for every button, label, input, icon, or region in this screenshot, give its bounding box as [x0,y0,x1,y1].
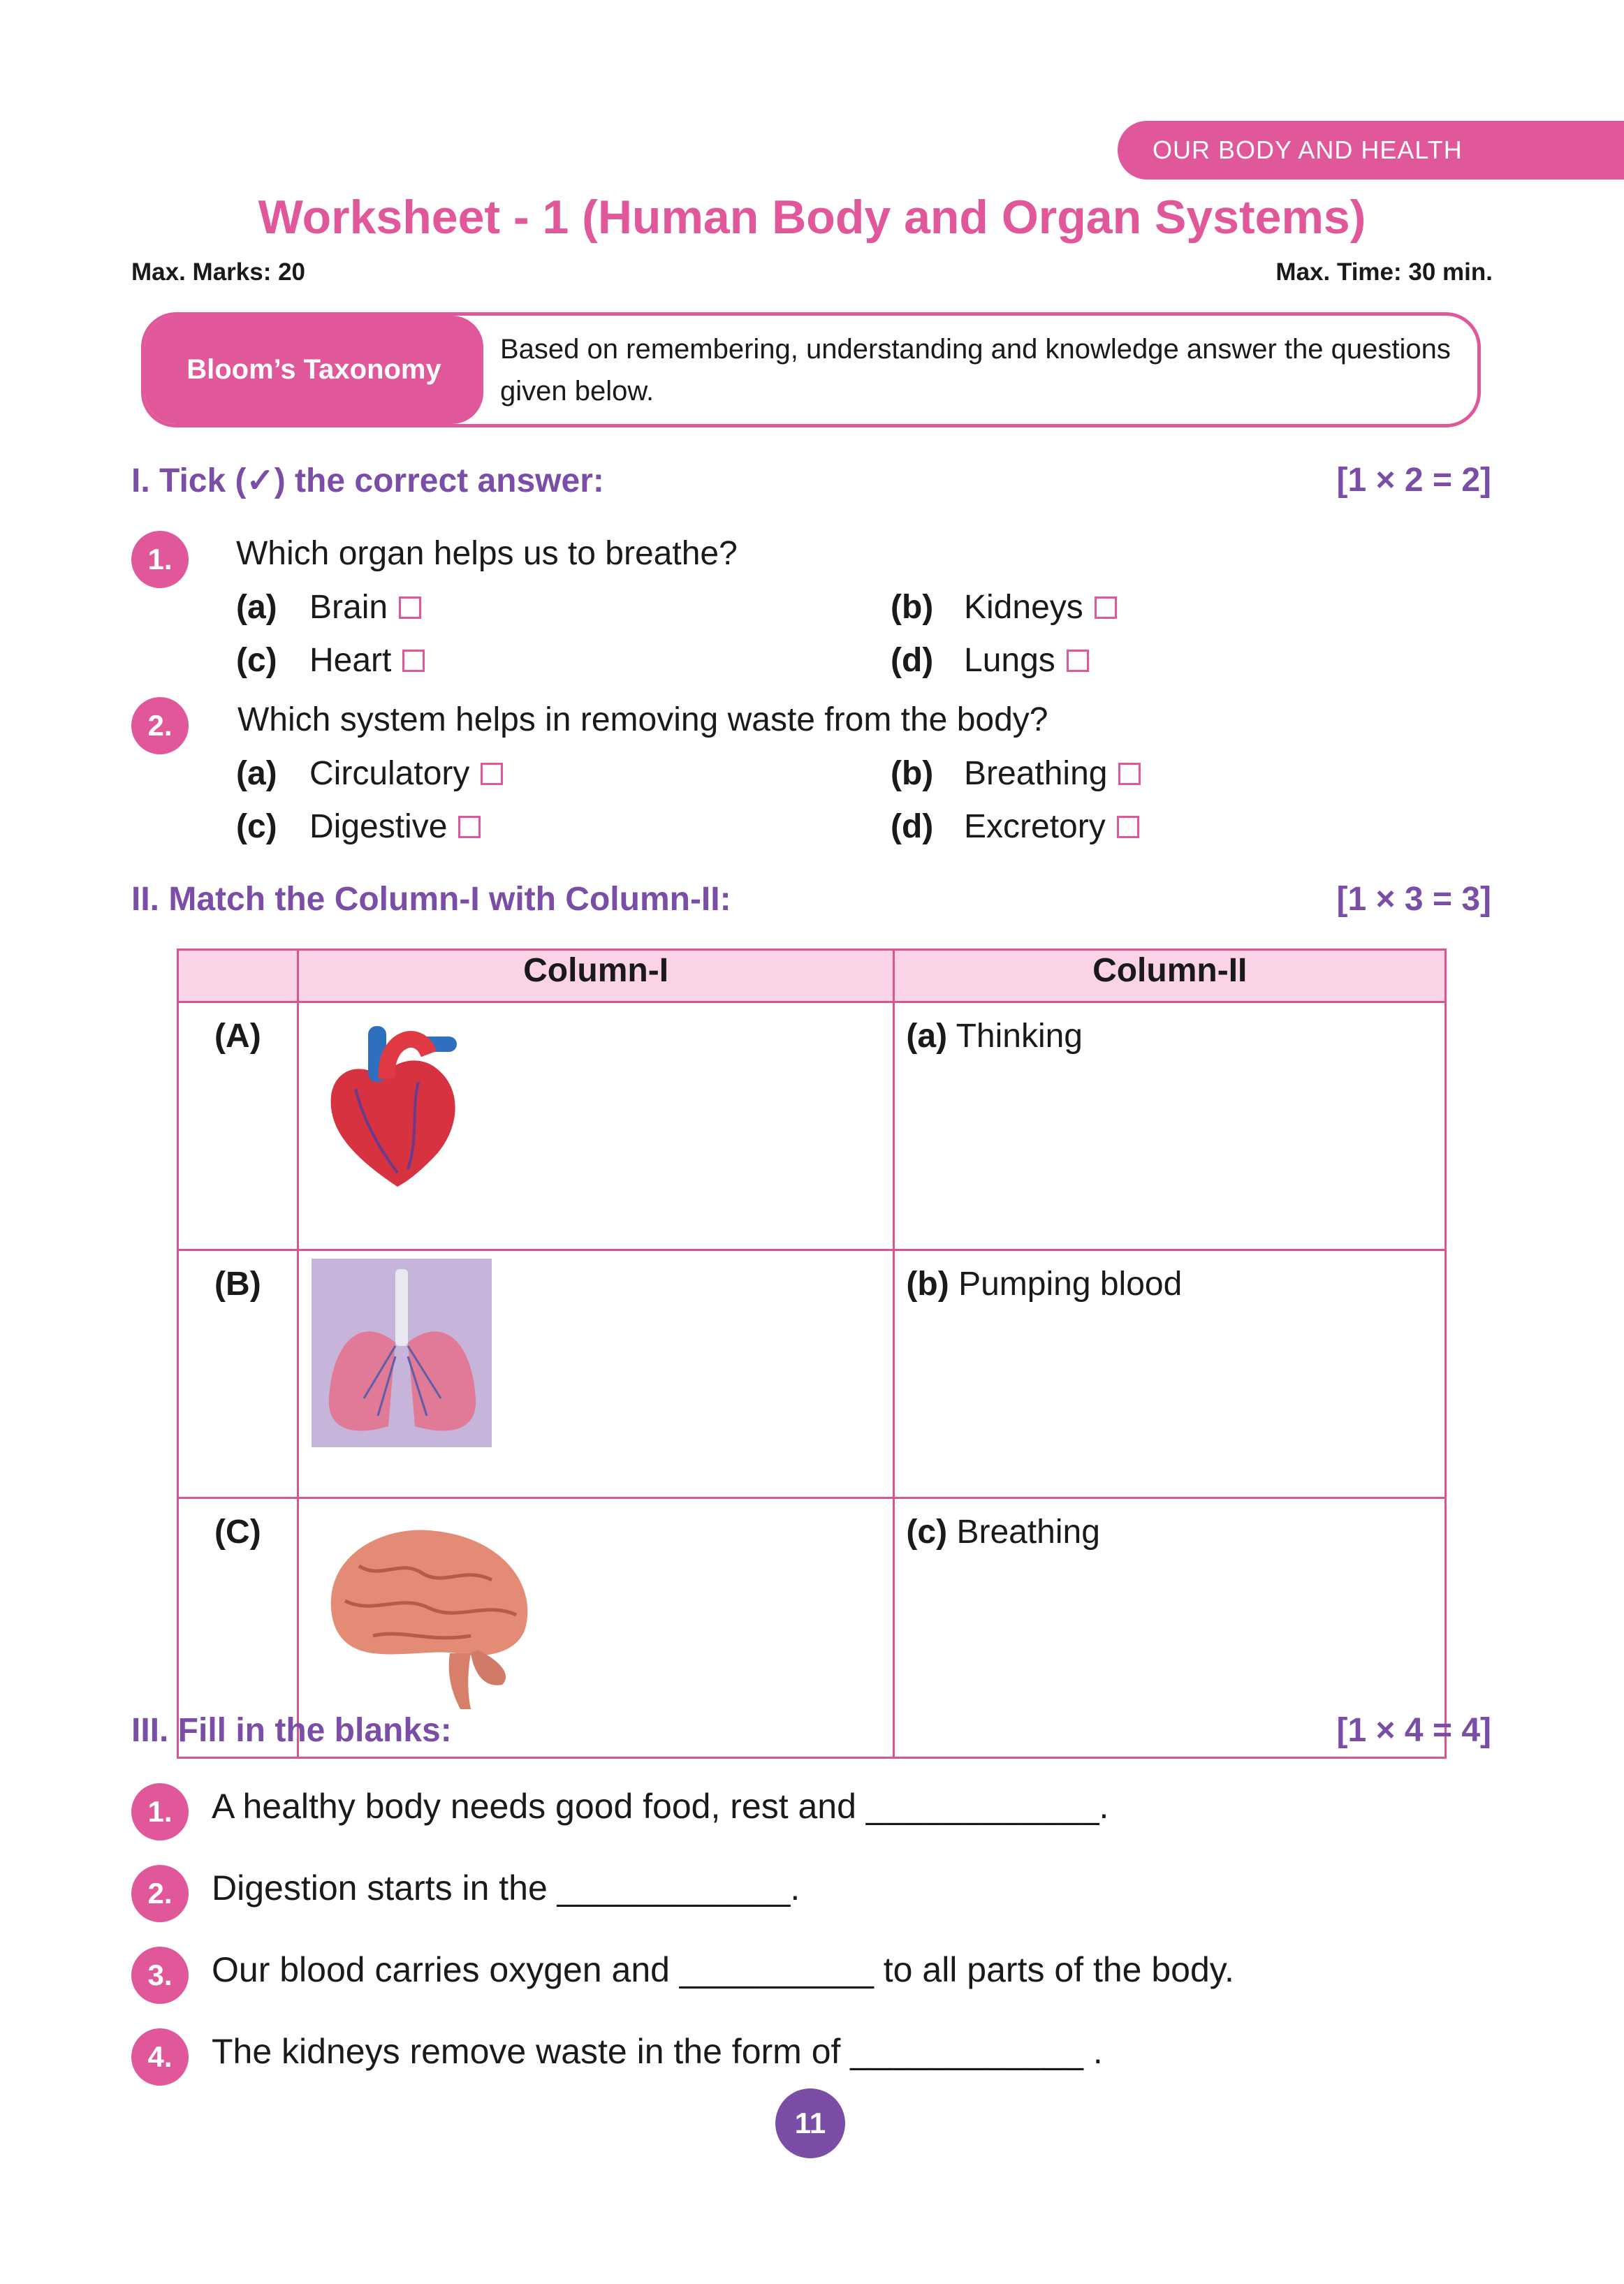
fill-blank-item: The kidneys remove waste in the form of ____________ . [212,2032,1103,2071]
answer-label: (b) [906,1266,949,1303]
lungs-image-cell [298,1250,894,1498]
fill-blank-item: Digestion starts in the ____________. [212,1868,800,1908]
blooms-taxonomy-box [141,312,1481,427]
question-number: 2. [131,697,189,754]
blank-header [178,950,298,1002]
answer-text: Breathing [956,1514,1100,1551]
option-text: Lungs [964,642,1055,679]
item-number: 3. [131,1947,189,2004]
answer-text: Pumping blood [958,1266,1183,1303]
option [236,807,481,846]
lungs-illustration [312,1259,492,1447]
section-2-marks: [1 × 3 = 3] [1336,881,1491,918]
option [891,807,1139,846]
option-text: Kidneys [964,589,1083,626]
option-text: Circulatory [309,755,470,792]
fill-blank-item: A healthy body needs good food, rest and ____________. [212,1787,1109,1826]
heart-image-cell [298,1002,894,1250]
table-header-row [178,950,1446,1002]
row-label: (A) [178,1002,298,1250]
section-2-title: II. Match the Column-I with Column-II: [131,881,731,918]
option [891,588,1117,627]
checkbox[interactable] [402,650,425,672]
max-marks: Max. Marks: 20 [131,258,306,286]
answer-label: (c) [906,1514,948,1551]
answer-label: (a) [906,1018,948,1055]
answer-cell [894,1002,1446,1250]
fill-blank-item: Our blood carries oxygen and __________ to all parts of the body. [212,1950,1234,1989]
option-label: (a) [236,755,277,792]
option-label: (c) [236,808,277,845]
heart-illustration [314,1012,481,1194]
option-label: (d) [891,808,934,845]
match-table [177,949,1447,1759]
question-text: Which system helps in removing waste from the body? [237,701,1048,738]
option-text: Digestive [309,808,448,845]
column-2-header: Column-II [894,950,1446,1002]
question-number: 1. [131,531,189,588]
option-label: (b) [891,589,934,626]
option-label: (a) [236,589,277,626]
option [236,588,421,627]
checkbox[interactable] [1117,816,1139,838]
option [891,754,1141,793]
option-text: Heart [309,642,392,679]
option [891,641,1089,680]
item-number: 1. [131,1783,189,1840]
answer-text: Thinking [956,1018,1083,1055]
option-text: Breathing [964,755,1108,792]
section-1-marks: [1 × 2 = 2] [1336,462,1491,499]
table-row [178,1002,1446,1250]
chapter-tag: OUR BODY AND HEALTH [1118,121,1624,180]
answer-cell [894,1250,1446,1498]
column-1-header: Column-I [298,950,894,1002]
option-text: Brain [309,589,388,626]
option-label: (b) [891,755,934,792]
row-label: (C) [178,1498,298,1758]
option [236,754,503,793]
option-text: Excretory [964,808,1106,845]
question-text: Which organ helps us to breathe? [236,535,738,572]
checkbox[interactable] [1095,596,1117,619]
table-row [178,1250,1446,1498]
checkbox[interactable] [458,816,481,838]
page-number: 11 [775,2088,845,2158]
option-label: (d) [891,642,934,679]
checkbox[interactable] [399,596,421,619]
blooms-instruction: Based on remembering, understanding and knowledge answer the questions given below. [500,334,1451,407]
option-label: (c) [236,642,277,679]
worksheet-title: Worksheet - 1 (Human Body and Organ Systems) [258,191,1366,244]
checkbox[interactable] [1067,650,1089,672]
max-time: Max. Time: 30 min. [1275,258,1493,286]
item-number: 2. [131,1865,189,1922]
item-number: 4. [131,2028,189,2086]
row-label: (B) [178,1250,298,1498]
blooms-label: Bloom’s Taxonomy [145,316,483,424]
section-3-marks: [1 × 4 = 4] [1336,1712,1491,1749]
section-3-title: III. Fill in the blanks: [131,1712,452,1749]
brain-illustration [317,1510,541,1713]
option [236,641,425,680]
checkbox[interactable] [481,763,503,785]
checkbox[interactable] [1118,763,1141,785]
section-1-title: I. Tick (✓) the correct answer: [131,462,604,499]
